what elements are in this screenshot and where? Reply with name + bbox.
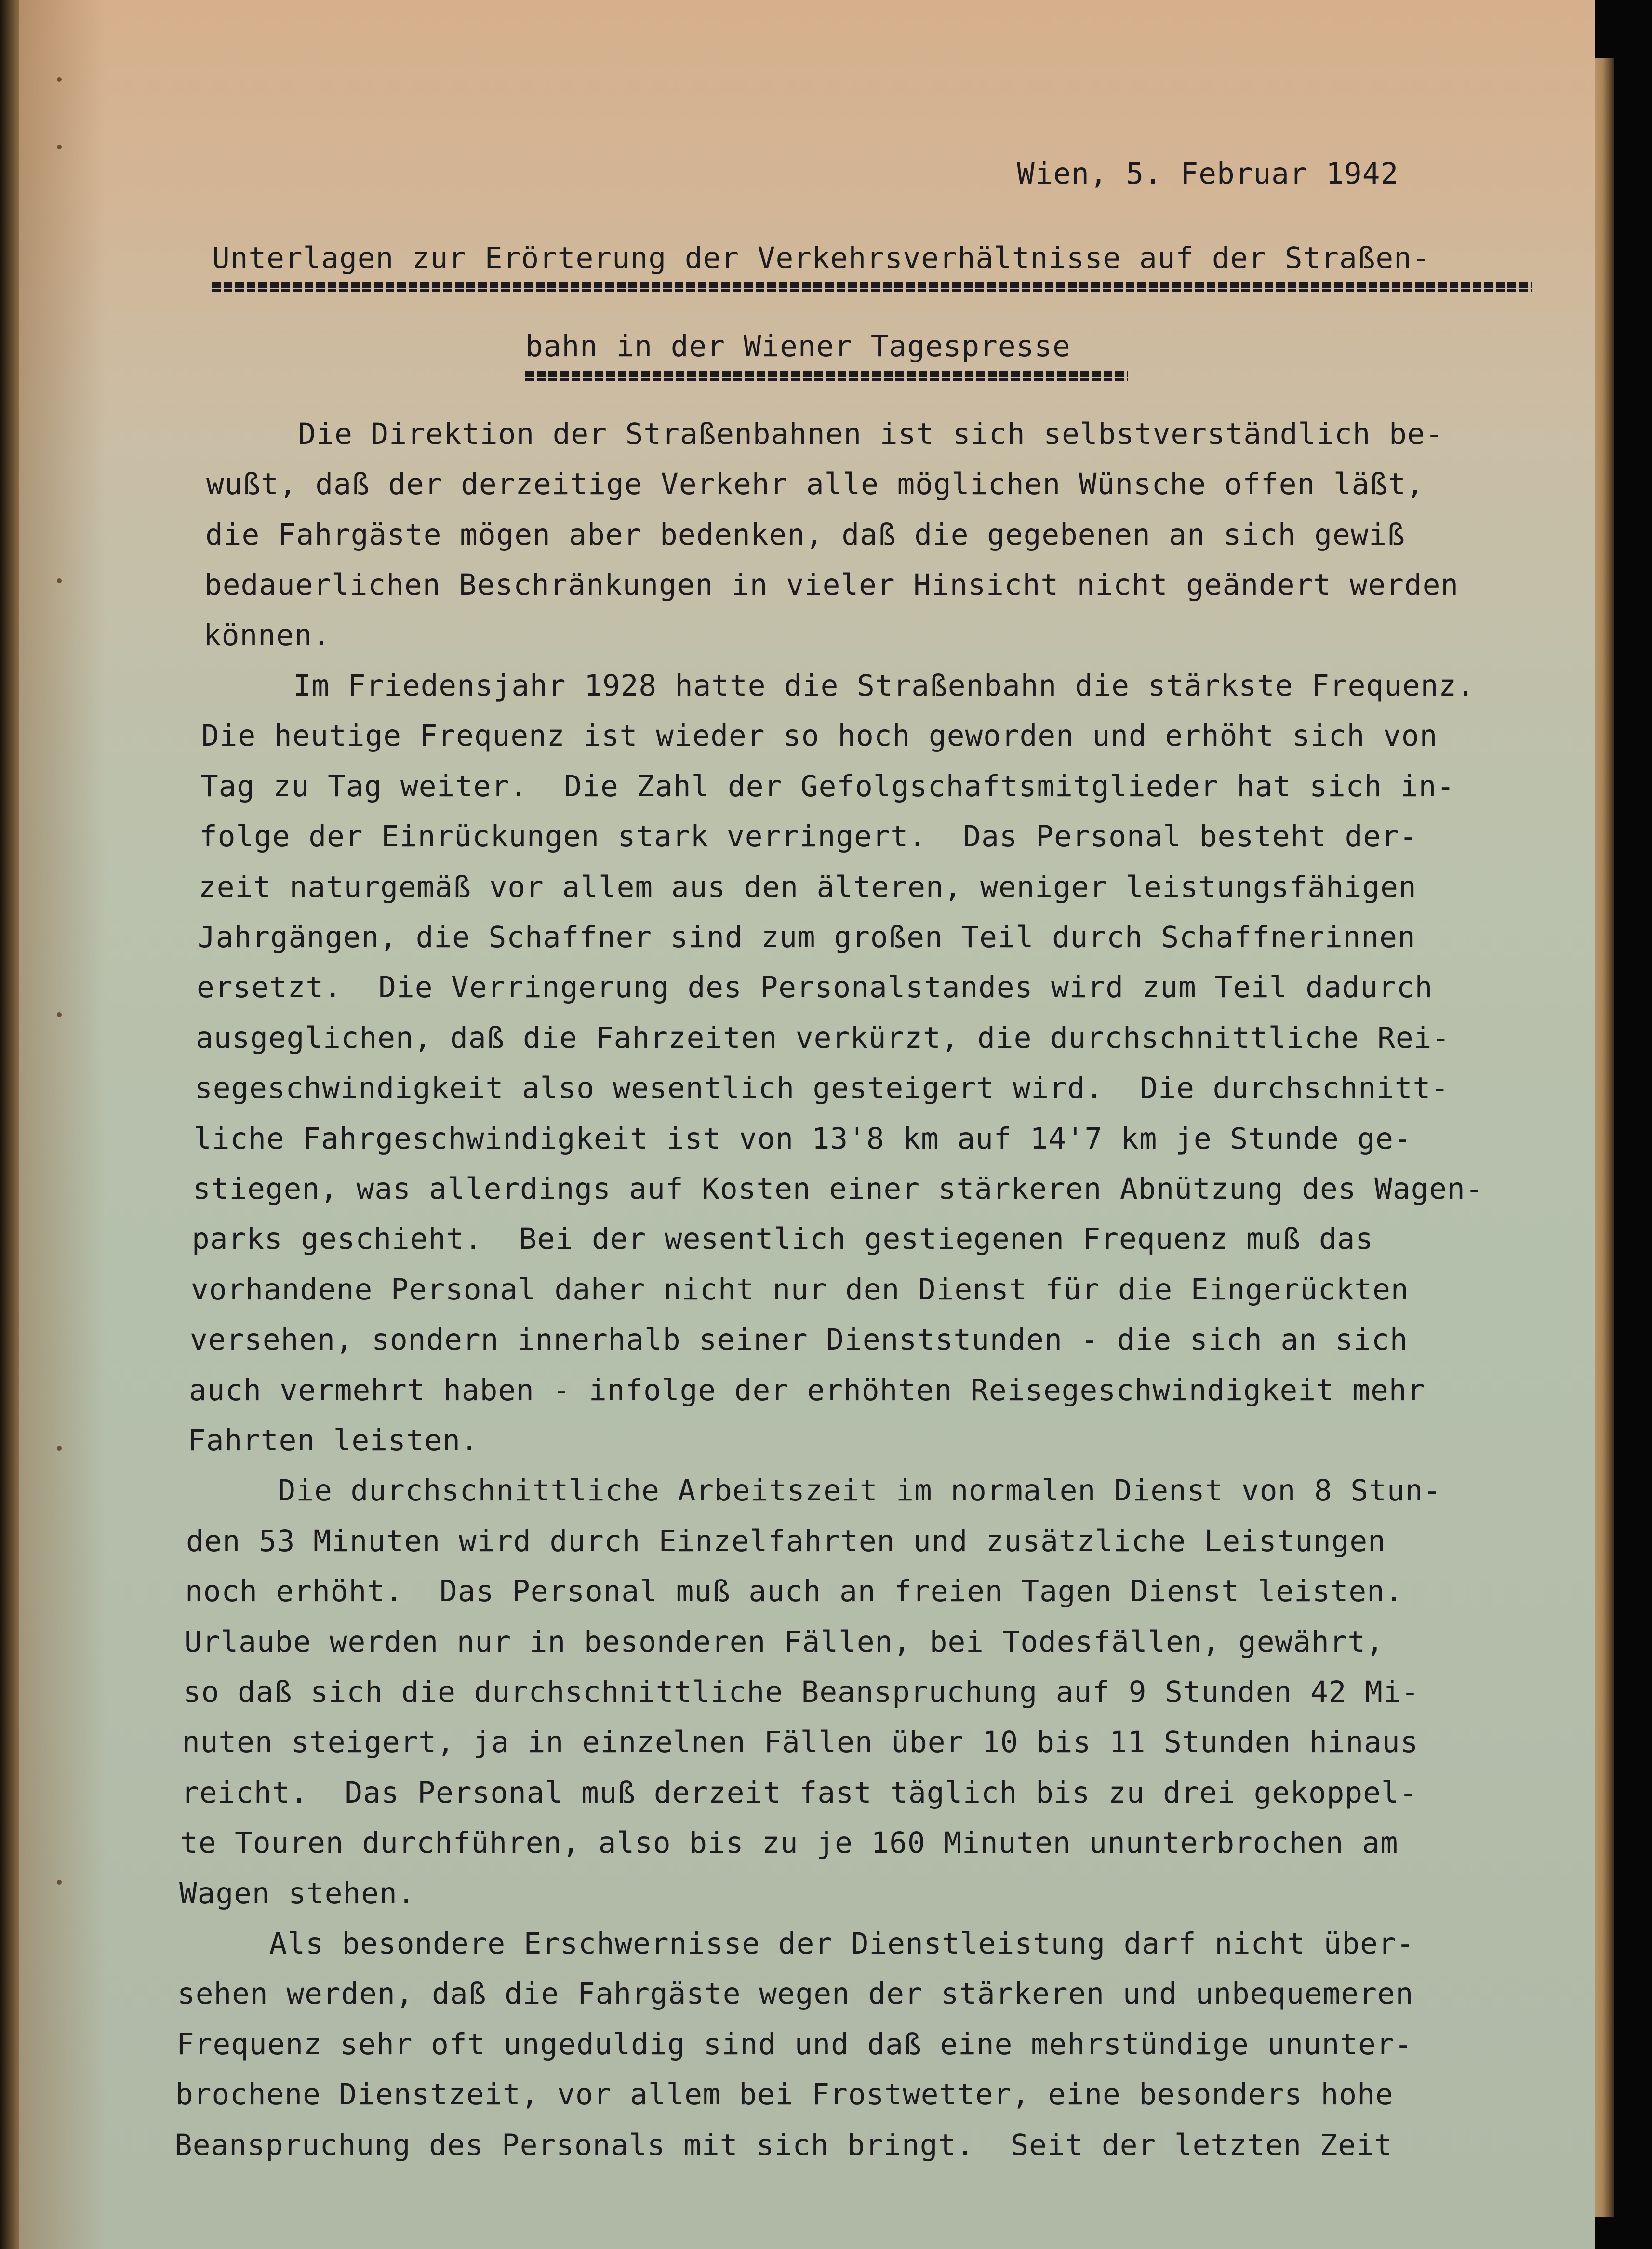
text-line: sehen werden, daß die Fahrgäste wegen der stärkeren und unbequemeren [177,1977,1414,2011]
text-line: Fahrten leisten. [188,1423,479,1458]
text-line: Die durchschnittliche Arbeitszeit im normalen Dienst von 8 Stun- [187,1473,1442,1508]
punch-hole [57,145,62,149]
text-line: bedauerlichen Beschränkungen in vieler Hinsicht nicht geändert werden [204,568,1459,602]
text-line: Urlaube werden nur in besonderen Fällen, bei Todesfällen, gewährt, [184,1624,1384,1659]
document-date: Wien, 5. Februar 1942 [1017,157,1399,191]
text-line: können. [203,618,331,653]
text-line: Im Friedensjahr 1928 hatte die Straßenbahn die stärkste Frequenz. [202,669,1475,703]
punch-hole [57,1446,62,1451]
typewritten-page [19,0,1595,2249]
text-line: Die Direktion der Straßenbahnen ist sich selbstverständlich be- [207,417,1444,451]
text-line: auch vermehrt haben - infolge der erhöhten Reisegeschwindigkeit mehr [189,1373,1426,1407]
punch-hole [57,578,62,583]
document-heading-line-1: Unterlagen zur Erörterung der Verkehrsverhältnisse auf der Straßen- [212,241,1430,275]
text-line: Wagen stehen. [179,1876,416,1911]
text-line: stiegen, was allerdings auf Kosten einer stärkeren Abnützung des Wagen- [193,1172,1484,1206]
heading-underline [525,371,1128,377]
text-line: ersetzt. Die Verringerung des Personalstandes wird zum Teil dadurch [197,970,1433,1005]
text-line: ausgeglichen, daß die Fahrzeiten verkürzt, die durchschnittliche Rei- [196,1020,1451,1055]
punch-hole [57,77,62,82]
text-line: nuten steigert, ja in einzelnen Fällen über 10 bis 11 Stunden hinaus [182,1725,1419,1760]
punch-hole [57,1880,62,1885]
text-line: liche Fahrgeschwindigkeit ist von 13'8 km auf 14'7 km je Stunde ge- [194,1121,1412,1156]
heading-underline [212,282,1532,288]
text-line: segeschwindigkeit also wesentlich gesteigert wird. Die durchschnitt- [195,1071,1450,1106]
text-line: noch erhöht. Das Personal muß auch an freien Tagen Dienst leisten. [185,1574,1403,1609]
text-line: Jahrgängen, die Schaffner sind zum großen Teil durch Schaffnerinnen [198,920,1416,954]
punch-hole [57,1012,62,1017]
text-line: den 53 Minuten wird durch Einzelfahrten und zusätzliche Leistungen [186,1524,1386,1558]
text-line: die Fahrgäste mögen aber bedenken, daß die gegebenen an sich gewiß [205,517,1405,552]
text-line: vorhandene Personal daher nicht nur den Dienst für die Eingerückten [191,1272,1409,1307]
text-line: Die heutige Frequenz ist wieder so hoch geworden und erhöht sich von [201,719,1438,753]
text-line: so daß sich die durchschnittliche Beanspruchung auf 9 Stunden 42 Mi- [183,1675,1420,1709]
text-line: wußt, daß der derzeitige Verkehr alle möglichen Wünsche offen läßt, [206,467,1425,502]
text-line: brochene Dienstzeit, vor allem bei Frostwetter, eine besonders hohe [175,2077,1394,2112]
text-line: folge der Einrückungen stark verringert. Das Personal besteht der- [200,819,1418,854]
text-line: versehen, sondern innerhalb seiner Dienststunden - die sich an sich [190,1323,1408,1357]
text-line: te Touren durchführen, also bis zu je 160 Minuten ununterbrochen am [180,1826,1399,1861]
document-heading-line-2: bahn in der Wiener Tagespresse [525,329,1071,363]
text-line: Frequenz sehr oft ungeduldig sind und daß eine mehrstündige ununter- [176,2027,1413,2062]
text-line: parks geschieht. Bei der wesentlich gestiegenen Frequenz muß das [192,1222,1374,1257]
text-line: reicht. Das Personal muß derzeit fast täglich bis zu drei gekoppel- [181,1775,1418,1810]
text-line: Beanspruchung des Personals mit sich bringt. Seit der letzten Zeit [174,2128,1393,2162]
text-line: zeit naturgemäß vor allem aus den älteren, weniger leistungsfähigen [199,870,1417,904]
text-line: Als besondere Erschwernisse der Dienstleistung darf nicht über- [178,1927,1415,1961]
text-line: Tag zu Tag weiter. Die Zahl der Gefolgschaftsmitglieder hat sich in- [200,769,1455,803]
